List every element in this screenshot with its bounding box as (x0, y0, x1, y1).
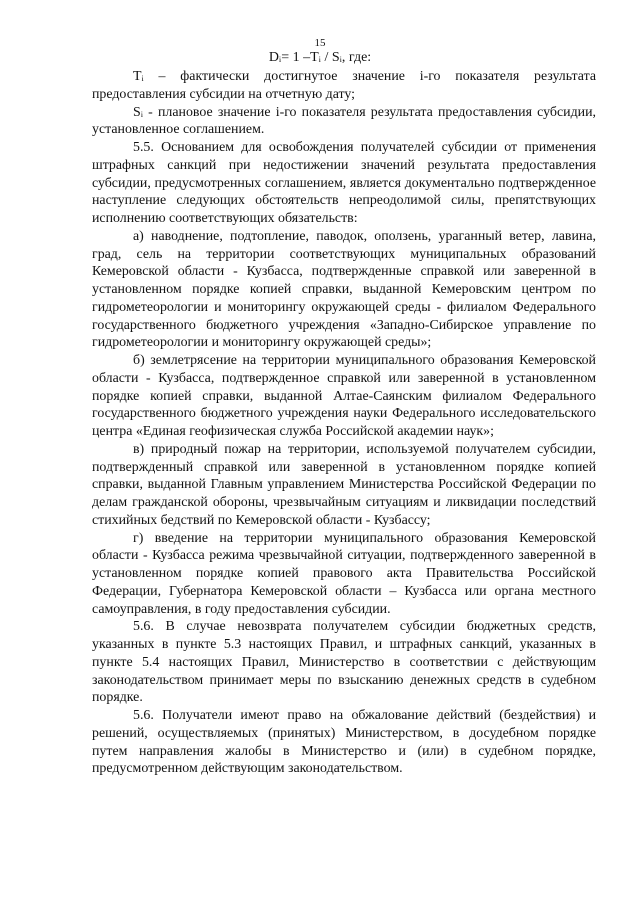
page-number: 15 (314, 37, 326, 49)
paragraph-5-6-appeal: 5.6. Получатели имеют право на обжалование действий (бездействия) и решений, осуществляемых (принятых) Министерством, в досудебном порядке путем направления жалобы в Министерство и (или) в судебном порядке, предусмотренном действующим законодательством. (92, 708, 596, 777)
paragraph-si-definition: Sᵢ - плановое значение i-го показателя результата предоставления субсидии, установленное соглашением. (92, 104, 596, 138)
paragraph-ti-definition: Tᵢ – фактически достигнутое значение i-го показателя результата предоставления субсидии на отчетную дату; (92, 69, 596, 102)
document-body (92, 68, 596, 778)
paragraph-5-5: 5.5. Основанием для освобождения получателей субсидии от применения штрафных санкций при недостижении значений результата предоставления субсидии, предусмотренных соглашением, является документально подтвержденное наступление следующих обстоятельств непреодолимой силы, препятствующих исполнению соответствующих обязательств: (92, 140, 596, 226)
paragraph-5-5-a: а) наводнение, подтопление, паводок, оползень, ураганный ветер, лавина, град, сель на территории соответствующих муниципальных образований Кемеровской области - Кузбасса, подтвержденные справкой или заверенной в установленном порядке копией справки, выданной Кемеровским центром по гидрометеорологии и мониторингу окружающей среды - филиалом Федерального государственного бюджетного учреждения «Западно-Сибирское управление по гидрометеорологии и мониторингу окружающей среды»; (92, 228, 596, 351)
paragraph-5-5-g: г) введение на территории муниципального образования Кемеровской области - Кузбасса режима чрезвычайной ситуации, подтвержденного заверенной в установленном порядке копией правового акта Правительства Российской Федерации, Губернатора Кемеровской области – Кузбасса или органа местного самоуправления, в году предоставления субсидии. (92, 530, 596, 617)
paragraph-5-5-v: в) природный пожар на территории, используемой получателем субсидии, подтвержденный справкой или заверенной в установленном порядке копией справки, выданной Главным управлением Министерства Российской Федерации по делам гражданской обороны, чрезвычайным ситуациям и ликвидации последствий стихийных бедствий по Кемеровской области - Кузбассу; (92, 441, 596, 528)
paragraph-5-6-return: 5.6. В случае невозврата получателем субсидии бюджетных средств, указанных в пункте 5.3 настоящих Правил, и штрафных санкций, указанных в пункте 5.4 настоящих Правил, Министерство в соответствии с действующим законодательством принимает меры по взысканию денежных средств в судебном порядке. (92, 619, 596, 706)
formula: Dᵢ= 1 –Tᵢ / Sᵢ, где: (268, 50, 372, 65)
paragraph-5-5-b: б) землетрясение на территории муниципального образования Кемеровской области - Кузбасса, подтвержденное справкой или заверенной в установленном порядке копией справки, выданной Алтае-Саянским филиалом Федерального государственного бюджетного учреждения науки Федерального исследовательского центра «Единая геофизическая служба Российской академии наук»; (92, 353, 596, 439)
